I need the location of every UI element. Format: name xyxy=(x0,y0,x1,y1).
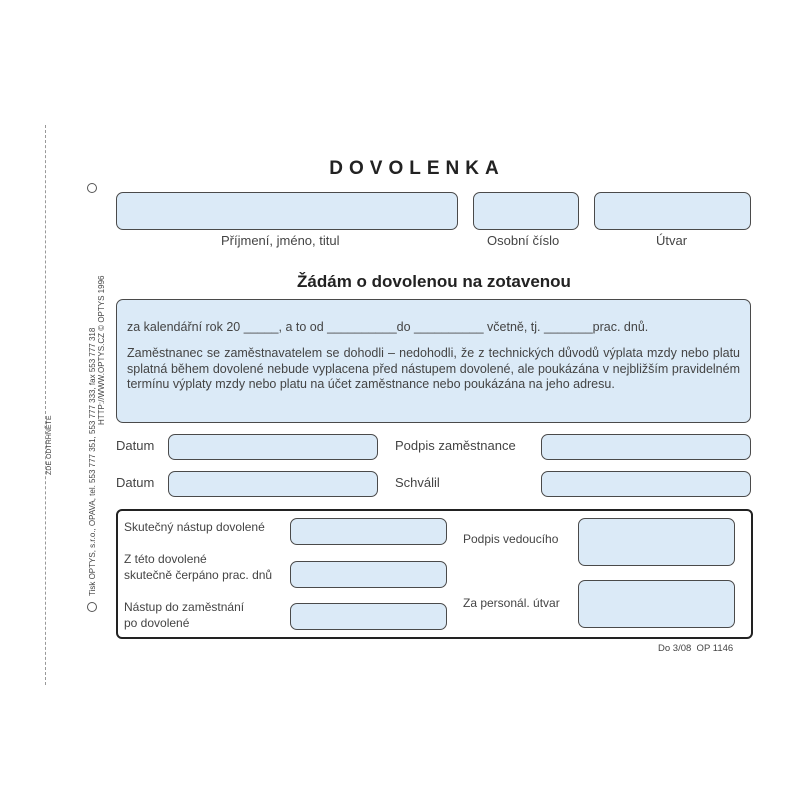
department-field[interactable] xyxy=(594,192,751,230)
approved-label: Schválil xyxy=(395,475,440,490)
used-days-label-line2: skutečně čerpáno prac. dnů xyxy=(124,568,273,582)
return-label-line2: po dovolené xyxy=(124,616,190,630)
tear-off-text: ZDE ODTRHNĚTE xyxy=(46,415,53,475)
date1-field[interactable] xyxy=(168,434,378,460)
name-field[interactable] xyxy=(116,192,458,230)
employee-signature-label: Podpis zaměstnance xyxy=(395,438,516,453)
publisher-info-line1: Tisk OPTYS, s.r.o., OPAVA, tel. 553 777 351, 553 777 333, fax 553 777 318 xyxy=(88,327,97,596)
date1-label: Datum xyxy=(116,438,155,453)
request-text-box[interactable] xyxy=(116,299,751,423)
name-caption: Příjmení, jméno, titul xyxy=(221,233,340,248)
manager-signature-label: Podpis vedoucího xyxy=(463,532,559,546)
actual-start-label: Skutečný nástup dovolené xyxy=(124,520,265,534)
form-code: Do 3/08 OP 1146 xyxy=(658,643,734,654)
punch-hole-bottom xyxy=(87,602,97,612)
approved-field[interactable] xyxy=(541,471,751,497)
date2-field[interactable] xyxy=(168,471,378,497)
request-agreement-paragraph: Zaměstnanec se zaměstnavatelem se dohodli – nedohodli, že z technických důvodů výplata mzdy nebo platu splatná během dovolené nebude vyplacena před nástupem dovolené, ale poukázána v nejbližším pravidelném termínu výplaty mzdy nebo platu na účet zaměstnance nebo poukázána na jeho adresu. xyxy=(127,346,740,391)
personal-number-field[interactable] xyxy=(473,192,579,230)
form-subtitle: Žádám o dovolenou na zotavenou xyxy=(297,272,571,291)
return-label-line1: Nástup do zaměstnání xyxy=(124,600,245,614)
form-title: DOVOLENKA xyxy=(329,158,505,179)
used-days-field[interactable] xyxy=(290,561,447,588)
punch-hole-top xyxy=(87,183,97,193)
perforation-line xyxy=(45,125,46,685)
personal-number-caption: Osobní číslo xyxy=(487,233,560,248)
actual-start-field[interactable] xyxy=(290,518,447,545)
used-days-label-line1: Z této dovolené xyxy=(124,552,207,566)
manager-signature-field[interactable] xyxy=(578,518,735,566)
return-field[interactable] xyxy=(290,603,447,630)
personnel-label: Za personál. útvar xyxy=(463,596,560,610)
publisher-info-line2: HTTP://WWW.OPTYS.CZ © OPTYS 1996 xyxy=(97,275,106,425)
department-caption: Útvar xyxy=(656,233,688,248)
request-period-line: za kalendářní rok 20 _____, a to od __________do __________ včetně, tj. _______prac. dnů. xyxy=(127,320,649,334)
employee-signature-field[interactable] xyxy=(541,434,751,460)
personnel-field[interactable] xyxy=(578,580,735,628)
date2-label: Datum xyxy=(116,475,155,490)
